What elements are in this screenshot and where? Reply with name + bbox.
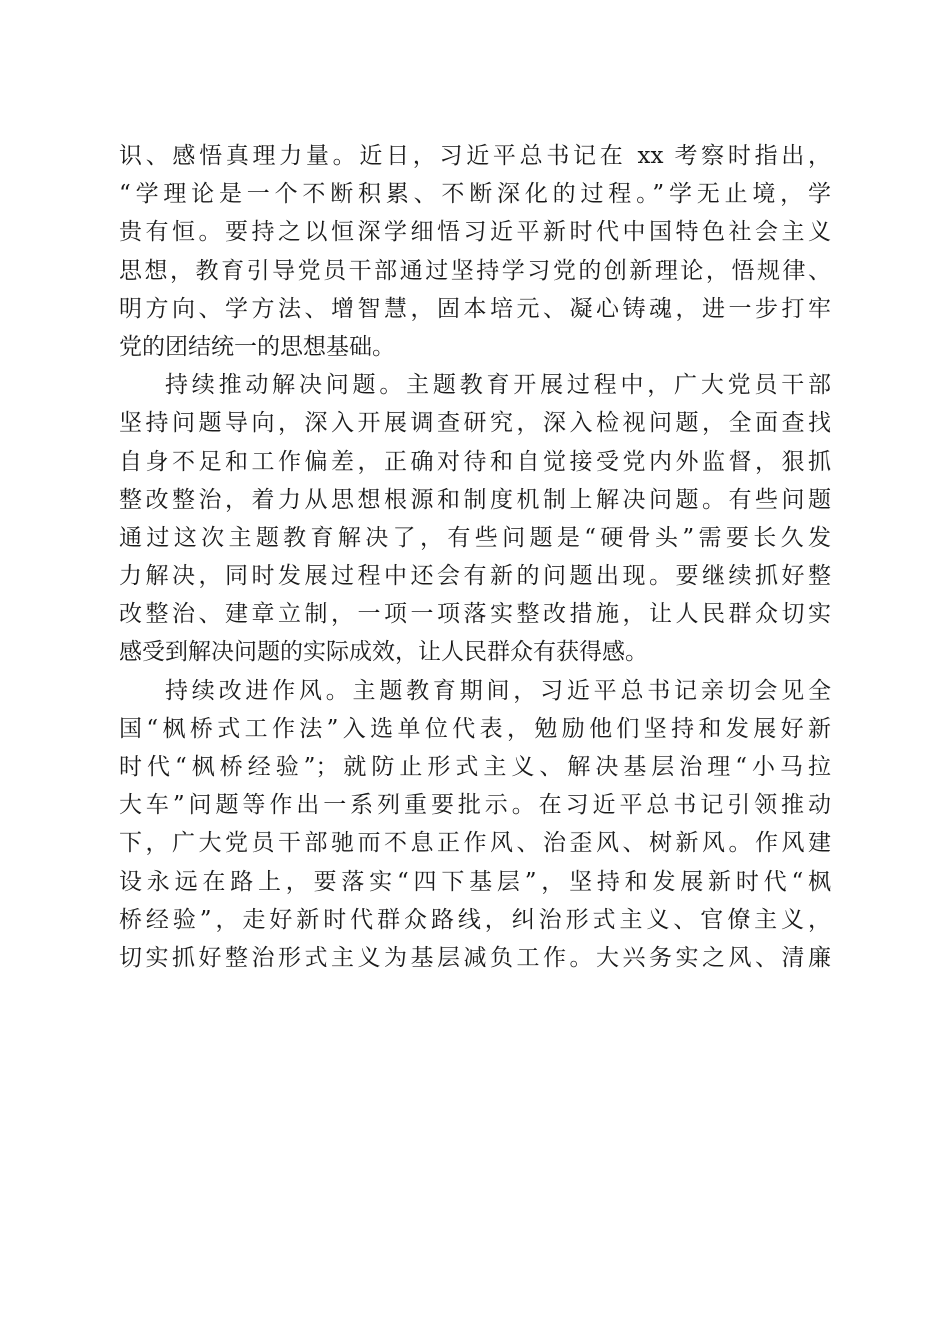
text-line: 时代“枫桥经验”；就防止形式主义、解决基层治理“小马拉 (119, 754, 831, 780)
text-line: 识、感悟真理力量。近日，习近平总书记在 xx 考察时指出， (119, 143, 831, 169)
text-line: 党的团结统一的思想基础。 (119, 333, 395, 360)
text-line: 设永远在路上，要落实“四下基层”，坚持和发展新时代“枫 (119, 868, 831, 895)
text-line: 通过这次主题教育解决了，有些问题是“硬骨头”需要长久发 (119, 524, 831, 551)
text-line: 明方向、学方法、增智慧，固本培元、凝心铸魂，进一步打牢 (119, 295, 831, 322)
text-line: 贵有恒。要持之以恒深学细悟习近平新时代中国特色社会主义 (119, 219, 831, 246)
text-line: 国“枫桥式工作法”入选单位代表，勉励他们坚持和发展好新 (119, 715, 831, 742)
text-line: 持续推动解决问题。主题教育开展过程中，广大党员干部 (165, 372, 831, 399)
text-line: 思想，教育引导党员干部通过坚持学习党的创新理论，悟规律、 (119, 257, 831, 284)
text-line: 下，广大党员干部驰而不息正作风、治歪风、树新风。作风建 (119, 830, 831, 857)
text-line: 持续改进作风。主题教育期间，习近平总书记亲切会见全 (165, 677, 831, 704)
paragraph-improve-style (119, 672, 831, 978)
text-line: 自身不足和工作偏差，正确对待和自觉接受党内外监督，狠抓 (119, 448, 831, 475)
text-line: 力解决，同时发展过程中还会有新的问题出现。要继续抓好整 (119, 563, 831, 590)
document-body (119, 137, 831, 977)
paragraph-solve-problems (119, 366, 831, 672)
text-line: 感受到解决问题的实际成效，让人民群众有获得感。 (119, 639, 648, 666)
text-line: “学理论是一个不断积累、不断深化的过程。”学无止境，学 (119, 181, 831, 208)
text-line: 切实抓好整治形式主义为基层减负工作。大兴务实之风、清廉 (119, 944, 831, 971)
text-line: 桥经验”，走好新时代群众路线，纠治形式主义、官僚主义， (119, 906, 831, 933)
text-line: 改整治、建章立制，一项一项落实整改措施，让人民群众切实 (119, 601, 831, 628)
text-line: 大车”问题等作出一系列重要批示。在习近平总书记引领推动 (119, 792, 831, 819)
text-line: 坚持问题导向，深入开展调查研究，深入检视问题，全面查找 (119, 410, 831, 437)
paragraph-theory-study (119, 137, 831, 366)
text-line: 整改整治，着力从思想根源和制度机制上解决问题。有些问题 (119, 486, 831, 513)
